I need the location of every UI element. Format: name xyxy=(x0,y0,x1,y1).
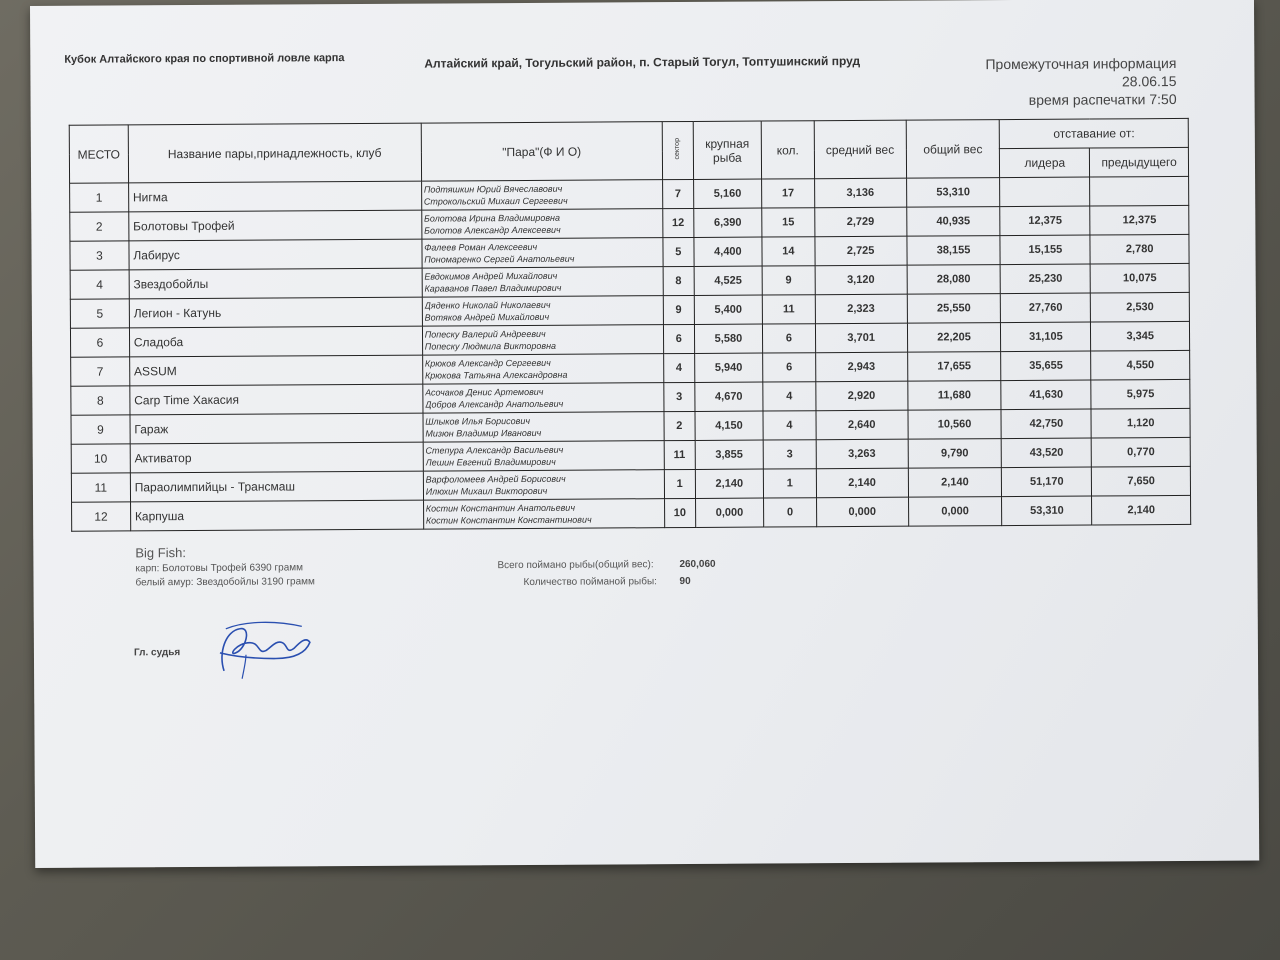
participant-name: Мизюн Владимир Иванович xyxy=(425,427,542,439)
participant-name: Болотов Александр Алексеевич xyxy=(424,224,561,236)
previous-lag-cell: 7,650 xyxy=(1092,466,1191,496)
participant-name: Добров Александр Анатольевич xyxy=(425,398,564,410)
leader-lag-cell: 42,750 xyxy=(1001,409,1091,439)
avg-cell: 3,263 xyxy=(816,439,908,469)
pair-cell xyxy=(422,296,663,326)
participant-name: Евдокимов Андрей Михайлович xyxy=(424,270,558,282)
sector-cell: 8 xyxy=(663,266,694,295)
place-cell: 7 xyxy=(71,357,130,386)
club-cell: Легион - Катунь xyxy=(129,297,422,328)
count-cell: 6 xyxy=(763,353,816,382)
header-big-fish: крупная рыба xyxy=(693,121,762,179)
avg-cell: 2,640 xyxy=(816,410,908,440)
avg-cell: 2,323 xyxy=(815,294,907,324)
sector-cell: 9 xyxy=(663,295,694,324)
fish-count-label: Количество поймaной рыбы: xyxy=(523,576,657,588)
count-cell: 6 xyxy=(763,324,816,353)
big-fish-cell: 5,580 xyxy=(694,324,763,353)
pair-cell xyxy=(423,499,664,529)
previous-lag-cell: 0,770 xyxy=(1091,437,1190,467)
total-cell: 11,680 xyxy=(907,381,1001,411)
leader-lag-cell: 12,375 xyxy=(1000,206,1090,236)
avg-cell: 2,729 xyxy=(814,207,906,237)
count-cell: 0 xyxy=(764,498,817,527)
report-date: 28.06.15 xyxy=(1121,72,1177,90)
participant-name: Попеску Людмила Викторовна xyxy=(424,340,557,352)
place-cell: 11 xyxy=(71,473,130,502)
participant-name: Степура Александр Васильевич xyxy=(425,444,564,456)
leader-lag-cell: 53,310 xyxy=(1002,496,1092,526)
big-fish-cell: 5,940 xyxy=(694,353,763,382)
participant-name: Болотова Ирина Владимировна xyxy=(423,212,561,224)
sector-cell: 10 xyxy=(664,498,695,527)
participant-name: Подтяшкин Юрий Вячеславович xyxy=(423,183,563,195)
place-cell: 1 xyxy=(70,183,129,212)
place-cell: 3 xyxy=(70,241,129,270)
participant-name: Костин Константин Анатольевич xyxy=(425,502,575,514)
place-cell: 12 xyxy=(72,502,131,531)
pair-cell xyxy=(423,383,664,413)
avg-cell: 2,725 xyxy=(815,236,907,266)
pair-cell xyxy=(421,180,662,210)
pair-cell xyxy=(422,325,663,355)
big-fish-cell: 4,150 xyxy=(695,411,764,440)
judge-signature xyxy=(206,612,316,683)
location-title: Алтайский край, Тогульский район, п. Старый Тогул, Топтушинский пруд xyxy=(424,53,861,71)
interim-label: Промежуточная информация xyxy=(985,54,1177,73)
cup-title: Кубок Алтайского края по спортивной ловле карпа xyxy=(64,52,345,66)
count-cell: 9 xyxy=(762,266,815,295)
results-sheet xyxy=(30,0,1259,868)
participant-name: Попеску Валерий Андреевич xyxy=(424,328,546,340)
big-fish-cell: 5,400 xyxy=(694,295,763,324)
count-cell: 3 xyxy=(763,440,816,469)
place-cell: 6 xyxy=(70,328,129,357)
sector-cell: 1 xyxy=(664,469,695,498)
avg-cell: 3,136 xyxy=(814,178,906,208)
big-fish-amur: белый амур: Звездобойлы 3190 грамм xyxy=(135,576,315,589)
results-table xyxy=(69,118,1191,532)
place-cell: 5 xyxy=(70,299,129,328)
total-cell: 2,140 xyxy=(908,468,1002,498)
pair-cell xyxy=(423,441,664,471)
count-cell: 15 xyxy=(762,208,815,237)
big-fish-cell: 4,670 xyxy=(694,382,763,411)
avg-cell: 2,943 xyxy=(815,352,907,382)
previous-lag-cell: 12,375 xyxy=(1090,205,1189,235)
count-cell: 17 xyxy=(762,179,815,208)
pair-cell xyxy=(422,267,663,297)
sector-cell: 12 xyxy=(663,208,694,237)
avg-cell: 3,701 xyxy=(815,323,907,353)
club-cell: ASSUM xyxy=(129,355,422,386)
header-pair: "Пара"(Ф И О) xyxy=(421,122,662,181)
participant-name: Караванов Павел Владимирович xyxy=(424,282,562,294)
pair-cell xyxy=(421,209,662,239)
big-fish-title: Big Fish: xyxy=(135,545,186,561)
total-cell: 28,080 xyxy=(907,265,1001,295)
count-cell: 1 xyxy=(764,469,817,498)
participant-name: Илюхин Михаил Викторович xyxy=(425,485,548,497)
header-total: общий вес xyxy=(906,120,1000,179)
participant-name: Фалеев Роман Алексеевич xyxy=(424,241,538,253)
club-cell: Карпуша xyxy=(130,500,423,531)
participant-name: Асочаков Денис Артемович xyxy=(425,386,544,398)
big-fish-cell: 0,000 xyxy=(695,498,764,527)
total-cell: 53,310 xyxy=(906,178,1000,208)
count-cell: 4 xyxy=(763,382,816,411)
chief-judge-label: Гл. судья xyxy=(133,647,181,659)
leader-lag-cell: 43,520 xyxy=(1002,438,1092,468)
total-cell: 40,935 xyxy=(906,207,1000,237)
place-cell: 4 xyxy=(70,270,129,299)
total-weight-label: Всего поймано рыбы(общий вес): xyxy=(497,559,654,572)
participant-name: Пономаренко Сергей Анатольевич xyxy=(424,253,575,265)
big-fish-carp: карп: Болотовы Трофей 6390 грамм xyxy=(135,562,304,575)
participant-name: Лешин Евгений Владимирович xyxy=(425,456,556,468)
total-cell: 0,000 xyxy=(908,497,1002,527)
place-cell: 2 xyxy=(70,212,129,241)
previous-lag-cell: 2,780 xyxy=(1090,234,1189,264)
print-time: время распечатки 7:50 xyxy=(1028,90,1177,108)
header-lag: отставание от: xyxy=(1000,118,1189,148)
big-fish-cell: 3,855 xyxy=(695,440,764,469)
club-cell: Сладоба xyxy=(129,326,422,357)
leader-lag-cell: 27,760 xyxy=(1001,293,1091,323)
club-cell: Болотовы Трофей xyxy=(129,210,422,241)
leader-lag-cell: 15,155 xyxy=(1000,235,1090,265)
leader-lag-cell xyxy=(1000,177,1090,207)
pair-cell xyxy=(422,354,663,384)
total-cell: 10,560 xyxy=(908,410,1002,440)
club-cell: Звездобойлы xyxy=(129,268,422,299)
avg-cell: 2,140 xyxy=(816,468,908,498)
header-leader: лидера xyxy=(1000,148,1090,178)
club-cell: Лабирус xyxy=(129,239,422,270)
header-club: Название пары,принадлежность, клуб xyxy=(128,123,421,183)
avg-cell: 0,000 xyxy=(816,497,908,527)
big-fish-cell: 4,525 xyxy=(694,266,763,295)
place-cell: 10 xyxy=(71,444,130,473)
participant-name: Строкольский Михаил Сергеевич xyxy=(423,195,568,207)
header-avg: средний вес xyxy=(814,120,906,179)
leader-lag-cell: 35,655 xyxy=(1001,351,1091,381)
header-place: МЕСТО xyxy=(69,125,128,183)
sector-cell: 7 xyxy=(662,179,693,208)
participant-name: Крюков Александр Сергеевич xyxy=(424,357,551,369)
participant-name: Крюкова Татьяна Александровна xyxy=(424,369,568,381)
sector-cell: 5 xyxy=(663,237,694,266)
participant-name: Вотяков Андрей Михайлович xyxy=(424,311,550,323)
previous-lag-cell: 3,345 xyxy=(1091,321,1190,351)
leader-lag-cell: 25,230 xyxy=(1000,264,1090,294)
sector-cell: 3 xyxy=(664,382,695,411)
participant-name: Шлыков Илья Борисович xyxy=(425,415,531,427)
header-sector xyxy=(662,121,693,179)
total-cell: 9,790 xyxy=(908,439,1002,469)
fish-count-value: 90 xyxy=(679,575,691,588)
avg-cell: 2,920 xyxy=(815,381,907,411)
pair-cell xyxy=(423,412,664,442)
total-cell: 25,550 xyxy=(907,294,1001,324)
count-cell: 4 xyxy=(763,411,816,440)
sector-cell: 2 xyxy=(664,411,695,440)
big-fish-cell: 4,400 xyxy=(694,237,763,266)
previous-lag-cell: 1,120 xyxy=(1091,408,1190,438)
participant-name: Дяденко Николай Николаевич xyxy=(424,299,551,311)
total-cell: 22,205 xyxy=(907,323,1001,353)
big-fish-cell: 6,390 xyxy=(693,208,762,237)
header-sector-label: сектор xyxy=(674,138,682,160)
pair-cell xyxy=(423,470,664,500)
big-fish-cell: 5,160 xyxy=(693,179,762,208)
total-weight-value: 260,060 xyxy=(679,558,716,571)
previous-lag-cell: 2,140 xyxy=(1092,495,1191,525)
leader-lag-cell: 51,170 xyxy=(1002,467,1092,497)
leader-lag-cell: 31,105 xyxy=(1001,322,1091,352)
leader-lag-cell: 41,630 xyxy=(1001,380,1091,410)
previous-lag-cell xyxy=(1090,176,1189,206)
big-fish-cell: 2,140 xyxy=(695,469,764,498)
previous-lag-cell: 4,550 xyxy=(1091,350,1190,380)
avg-cell: 3,120 xyxy=(815,265,907,295)
club-cell: Параолимпийцы - Трансмаш xyxy=(130,471,423,502)
results-body xyxy=(70,176,1191,531)
header-previous: предыдущего xyxy=(1090,147,1189,177)
previous-lag-cell: 10,075 xyxy=(1090,263,1189,293)
pair-cell xyxy=(422,238,663,268)
club-cell: Нигма xyxy=(128,181,421,212)
previous-lag-cell: 5,975 xyxy=(1091,379,1190,409)
place-cell: 9 xyxy=(71,415,130,444)
place-cell: 8 xyxy=(71,386,130,415)
count-cell: 14 xyxy=(762,237,815,266)
header-count: кол. xyxy=(761,121,814,179)
count-cell: 11 xyxy=(762,295,815,324)
sector-cell: 11 xyxy=(664,440,695,469)
previous-lag-cell: 2,530 xyxy=(1091,292,1190,322)
participant-name: Костин Константин Константинович xyxy=(425,514,592,526)
club-cell: Гараж xyxy=(130,413,423,444)
sector-cell: 6 xyxy=(663,324,694,353)
participant-name: Варфоломеев Андрей Борисович xyxy=(425,473,566,485)
total-cell: 17,655 xyxy=(907,352,1001,382)
sector-cell: 4 xyxy=(663,353,694,382)
total-cell: 38,155 xyxy=(907,236,1001,266)
table-row xyxy=(72,495,1191,531)
club-cell: Активатор xyxy=(130,442,423,473)
club-cell: Carp Time Хакасия xyxy=(130,384,423,415)
